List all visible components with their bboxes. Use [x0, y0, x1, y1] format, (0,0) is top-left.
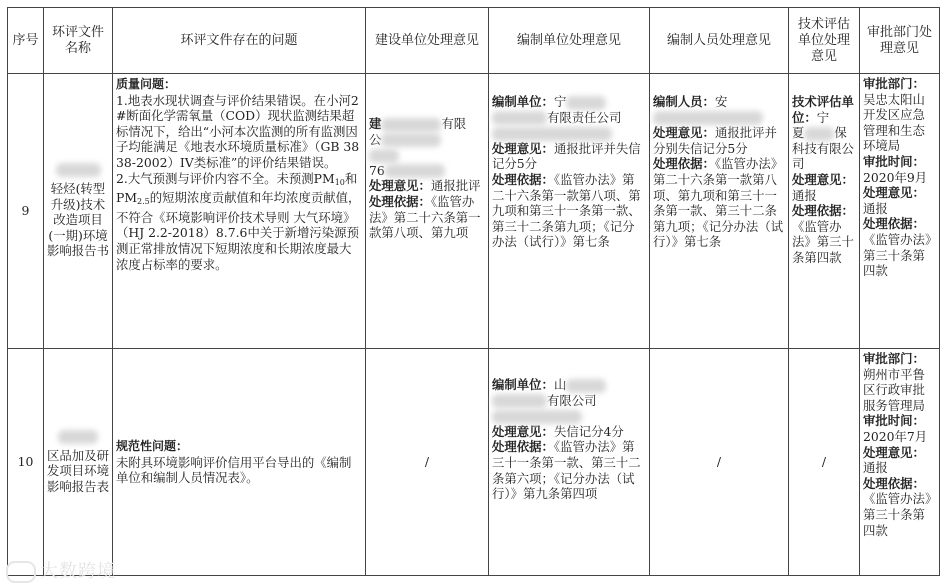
- watermark: 大数跨境: [6, 557, 116, 583]
- row10-construction: /: [366, 349, 489, 576]
- row9-compiler: 编制单位：宁 有限责任公司 处理意见：通报批评并失信记分5分 处理依据：《监管办法》第二十六条第一款第八项、第九项和第三十一条第一款、第三十二条第九项；《记分办法（试行）》第七条: [489, 74, 650, 349]
- row9-personnel: 编制人员：安 处理意见：通报批评并分别失信记分5分 处理依据：《监管办法》第二十六条第一款第八项、第九项和第三十一条第一款、第三十二条第九项；《记分办法（试行）》第七条: [650, 74, 789, 349]
- header-personnel: 编制人员处理意见: [650, 8, 789, 74]
- row10-tech-eval: /: [789, 349, 860, 576]
- header-tech-eval: 技术评估单位处理意见: [789, 8, 860, 74]
- header-construction: 建设单位处理意见: [366, 8, 489, 74]
- row9-file-name: 轻烃(转型升级)技术改造项目(一期)环境影响报告书: [44, 74, 113, 349]
- table-row: [8, 74, 940, 349]
- row9-problem: 质量问题： 1.地表水现状调查与评价结果错误。在小河2#断面化学需氧量（COD）现状监测结果超标情况下，给出“小河本次监测的所有监测因子均能满足《地表水环境质量标准》（GB 3838-2002）IV类标准”的评价结果错误。 2.大气预测与评价内容不全。未预测$PM_{10}$和$PM_{2.5}$的短期浓度贡献值和年均浓度贡献值，不符合《环境影响评价技术导则 大气环境》（HJ 2.2-2018）8.7.6中关于新增污染源预测正常排放情况下短期浓度和长期浓度最大浓度占标率的要求。: [113, 74, 366, 349]
- watermark-logo-icon: [6, 561, 36, 583]
- header-file-name: 环评文件名称: [44, 8, 113, 74]
- row9-seq: 9: [8, 74, 44, 349]
- header-seq: 序号: [8, 8, 44, 74]
- row9-approval: 审批部门： 吴忠太阳山开发区应急管理和生态环境局 审批时间： 2020年9月 处理意见： 通报 处理依据： 《监管办法》第三十条第四款: [860, 74, 940, 349]
- header-row: [8, 8, 940, 74]
- row10-approval: 审批部门： 朔州市平鲁区行政审批服务管理局 审批时间： 2020年7月 处理意见： 通报 处理依据： 《监管办法》第三十条第四款: [860, 349, 940, 576]
- header-problem: 环评文件存在的问题: [113, 8, 366, 74]
- row10-compiler: 编制单位：山 有限公司 处理意见：失信记分4分 处理依据：《监管办法》第三十一条第一款、第三十二条第六项；《记分办法（试行）》第九条第四项: [489, 349, 650, 576]
- row10-problem: 规范性问题： 未附具环境影响评价信用平台导出的《编制单位和编制人员情况表》。: [113, 349, 366, 576]
- row9-construction: 建 有限 公 76 处理意见：通报批评 处理依据：《监管办法》第二十六条第一款第八项、第九项: [366, 74, 489, 349]
- row10-file-name: 区品加及研发项目环境影响报告表: [44, 349, 113, 576]
- table-row: [8, 349, 940, 576]
- header-approval: 审批部门处理意见: [860, 8, 940, 74]
- report-table: [7, 7, 940, 576]
- row10-seq: 10: [8, 349, 44, 576]
- row9-tech-eval: 技术评估单位：宁 夏 保科技有限公司 处理意见：通报 处理依据：《监管办法》第三十条第四款: [789, 74, 860, 349]
- header-compiler: 编制单位处理意见: [489, 8, 650, 74]
- row10-personnel: /: [650, 349, 789, 576]
